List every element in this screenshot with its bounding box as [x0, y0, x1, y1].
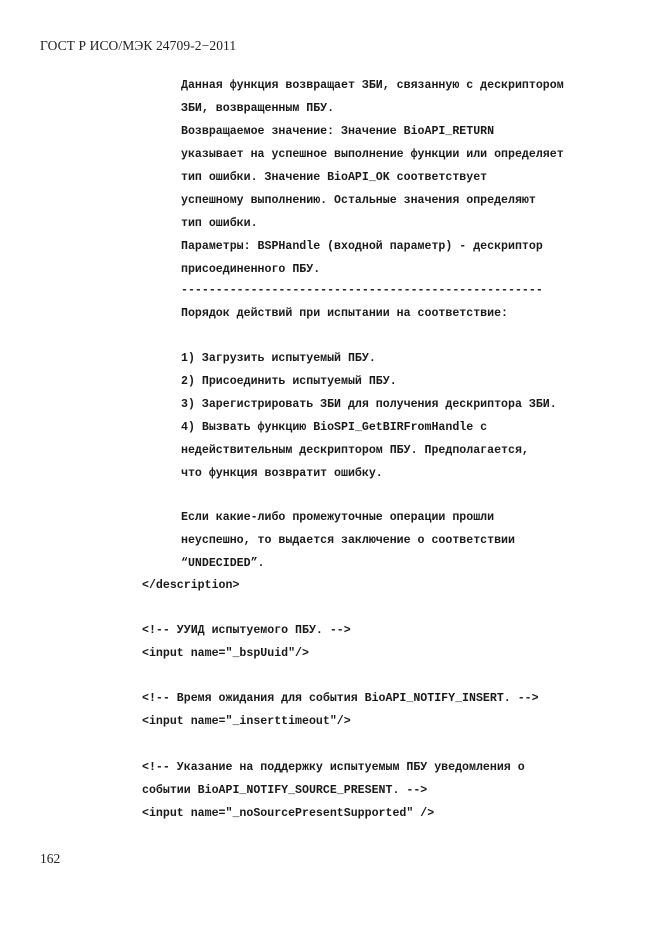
code-line: </description> [142, 579, 240, 592]
code-line: <input name="_inserttimeout"/> [142, 715, 351, 728]
code-line: Данная функция возвращает ЗБИ, связанную с дескриптором [181, 79, 564, 92]
code-line: <input name="_noSourcePresentSupported" /> [142, 807, 435, 820]
code-line: <!-- Время ожидания для события BioAPI_NOTIFY_INSERT. --> [142, 692, 539, 705]
code-line: <!-- Указание на поддержку испытуемым ПБУ уведомления о [142, 761, 525, 774]
code-line: недействительным дескриптором ПБУ. Предполагается, [181, 444, 529, 457]
code-line: событии BioAPI_NOTIFY_SOURCE_PRESENT. --> [142, 784, 428, 797]
code-line: 3) Зарегистрировать ЗБИ для получения дескриптора ЗБИ. [181, 398, 557, 411]
code-line: 4) Вызвать функцию BioSPI_GetBIRFromHandle с [181, 421, 488, 434]
code-line: “UNDECIDED”. [181, 557, 265, 570]
code-line: Возвращаемое значение: Значение BioAPI_RETURN [181, 125, 495, 138]
code-line: Порядок действий при испытании на соответствие: [181, 307, 508, 320]
code-line: 1) Загрузить испытуемый ПБУ. [181, 352, 376, 365]
code-line: тип ошибки. [181, 217, 258, 230]
code-line: успешному выполнению. Остальные значения определяют [181, 194, 536, 207]
code-line: Если какие-либо промежуточные операции прошли [181, 511, 495, 524]
code-line: неуспешно, то выдается заключение о соответствии [181, 534, 515, 547]
code-line: что функция возвратит ошибку. [181, 467, 383, 480]
code-line: 2) Присоединить испытуемый ПБУ. [181, 375, 397, 388]
code-line: <input name="_bspUuid"/> [142, 647, 309, 660]
code-line: указывает на успешное выполнение функции или определяет [181, 148, 564, 161]
code-line: <!-- УУИД испытуемого ПБУ. --> [142, 624, 351, 637]
code-line: тип ошибки. Значение BioAPI_OK соответствует [181, 171, 488, 184]
separator-line: ---------------------------------------------------- [181, 284, 543, 297]
code-line: присоединенного ПБУ. [181, 263, 321, 276]
code-line: ЗБИ, возвращенным ПБУ. [181, 102, 335, 115]
document-header: ГОСТ Р ИСО/МЭК 24709-2−2011 [40, 38, 237, 53]
code-line: Параметры: BSPHandle (входной параметр) - дескриптор [181, 240, 543, 253]
page-number: 162 [40, 851, 61, 866]
